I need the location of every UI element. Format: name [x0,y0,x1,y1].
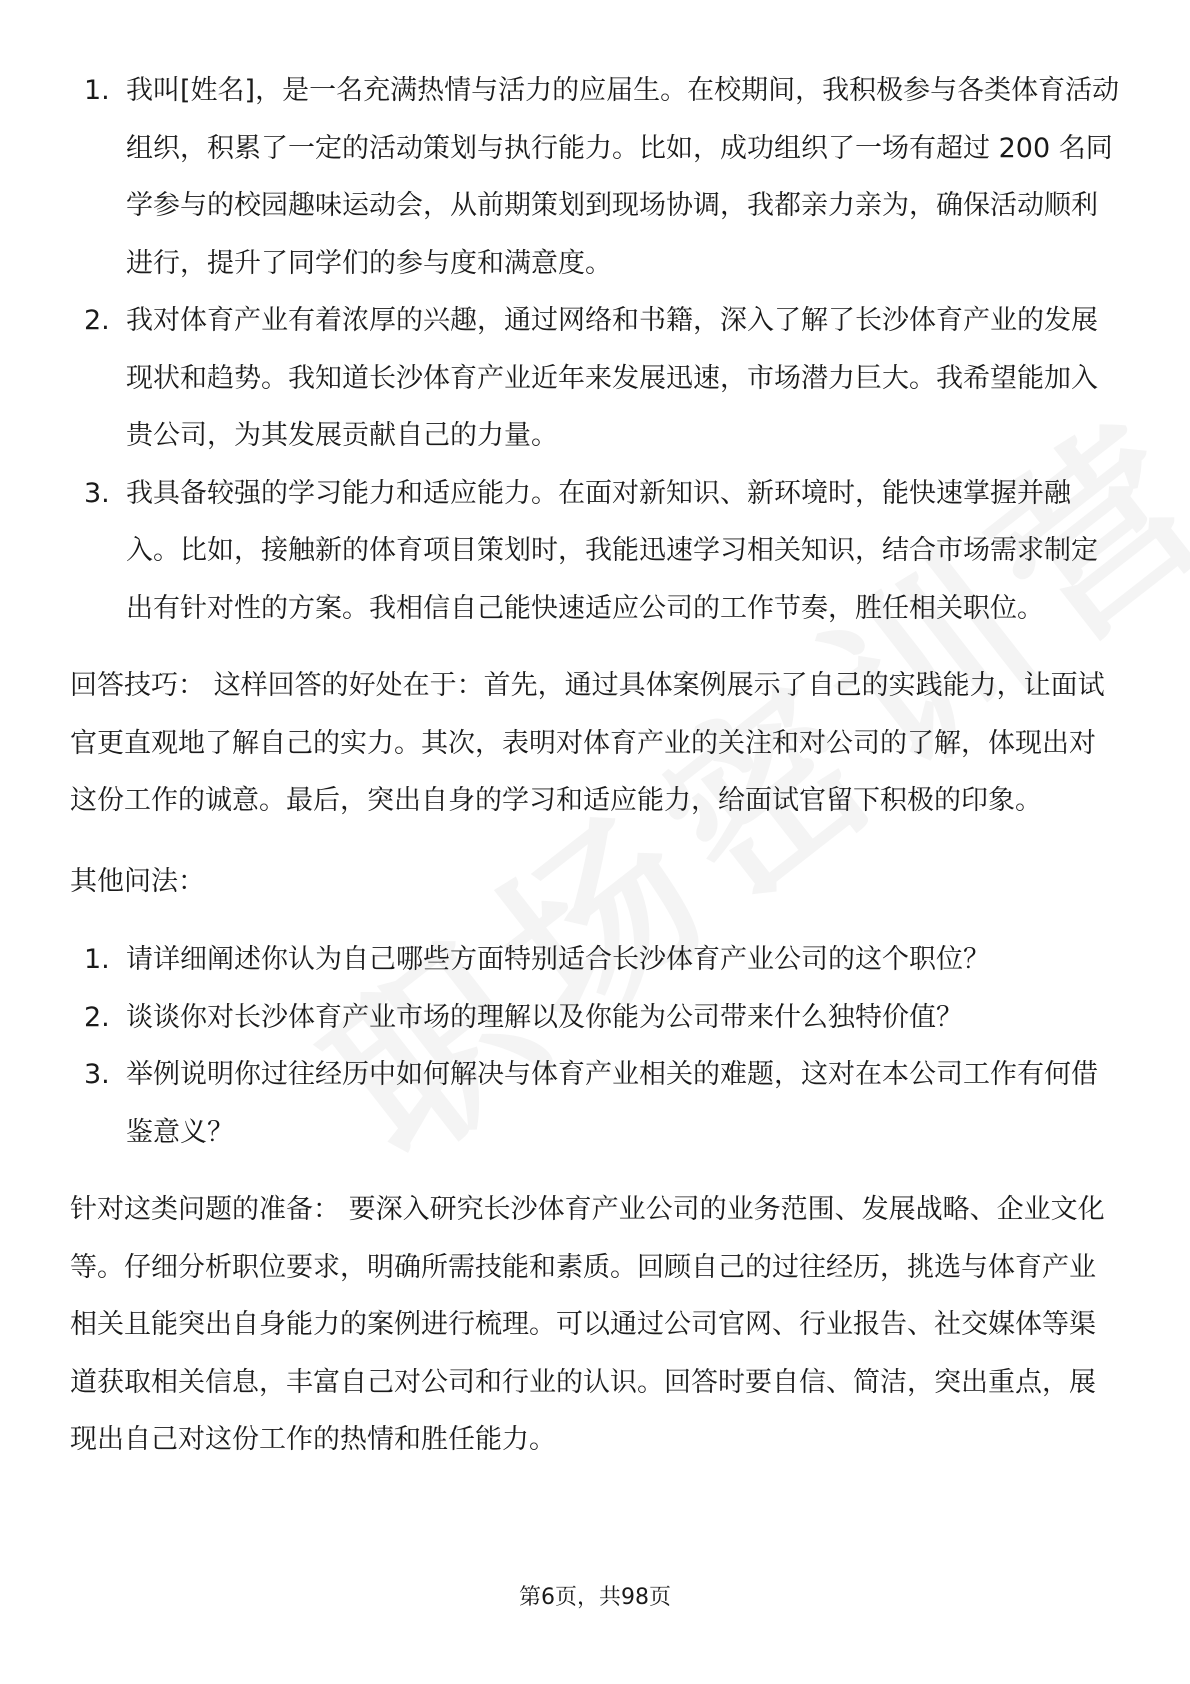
list-item-text: 我叫[姓名]，是一名充满热情与活力的应届生。在校期间，我积极参与各类体育活动组织，积累了一定的活动策划与执行能力。比如，成功组织了一场有超过 200 名同学参与的校园趣味运动会，从前期策划到现场协调，我都亲力亲为，确保活动顺利进行，提升了同学们的参与度和满意度。 [126,75,1120,279]
list-item [70,465,1120,638]
list-item-text: 我具备较强的学习能力和适应能力。在面对新知识、新环境时，能快速掌握并融入。比如，接触新的体育项目策划时，我能迅速学习相关知识，结合市场需求制定出有针对性的方案。我相信自己能快速适应公司的工作节奏，胜任相关职位。 [126,477,1098,624]
preparation-paragraph: 针对这类问题的准备： 要深入研究长沙体育产业公司的业务范围、发展战略、企业文化等。仔细分析职位要求，明确所需技能和素质。回顾自己的过往经历，挑选与体育产业相关且能突出自身能力的案例进行梳理。可以通过公司官网、行业报告、社交媒体等渠道获取相关信息，丰富自己对公司和行业的认识。回答时要自信、简洁，突出重点，展现出自己对这份工作的热情和胜任能力。 [70,1194,1105,1455]
list-item [70,989,1120,1047]
list-item [70,62,1120,292]
page-number-footer: 第6页，共98页 [519,1585,671,1610]
page-content [70,62,1120,1469]
list-item-number: 2. [84,305,110,336]
answer-tips-paragraph: 回答技巧： 这样回答的好处在于：首先，通过具体案例展示了自己的实践能力，让面试官更直观地了解自己的实力。其次，表明对体育产业的关注和对公司的了解，体现出对这份工作的诚意。最后，突出自身的学习和适应能力，给面试官留下积极的印象。 [70,670,1105,816]
list-item [70,1046,1120,1161]
list-item-number: 3. [84,477,110,509]
other-questions-heading: 其他问法： [70,865,205,897]
list-item-text: 举例说明你过往经历中如何解决与体育产业相关的难题，这对在本公司工作有何借鉴意义？ [126,1059,1098,1148]
list-item-text: 我对体育产业有着浓厚的兴趣，通过网络和书籍，深入了解了长沙体育产业的发展现状和趋势。我知道长沙体育产业近年来发展迅速，市场潜力巨大。我希望能加入贵公司，为其发展贡献自己的力量。 [126,305,1098,451]
list-item-number: 2. [84,1001,110,1033]
list-item [70,292,1120,465]
other-questions-list [70,931,1120,1161]
list-item-number: 3. [84,1059,110,1090]
list-item-number: 1. [84,944,110,975]
list-item [70,931,1120,989]
answer-points-list [70,62,1120,637]
list-item-text: 谈谈你对长沙体育产业市场的理解以及你能为公司带来什么独特价值？ [126,1001,963,1033]
list-item-number: 1. [84,75,110,106]
list-item-text: 请详细阐述你认为自己哪些方面特别适合长沙体育产业公司的这个职位？ [126,944,990,975]
